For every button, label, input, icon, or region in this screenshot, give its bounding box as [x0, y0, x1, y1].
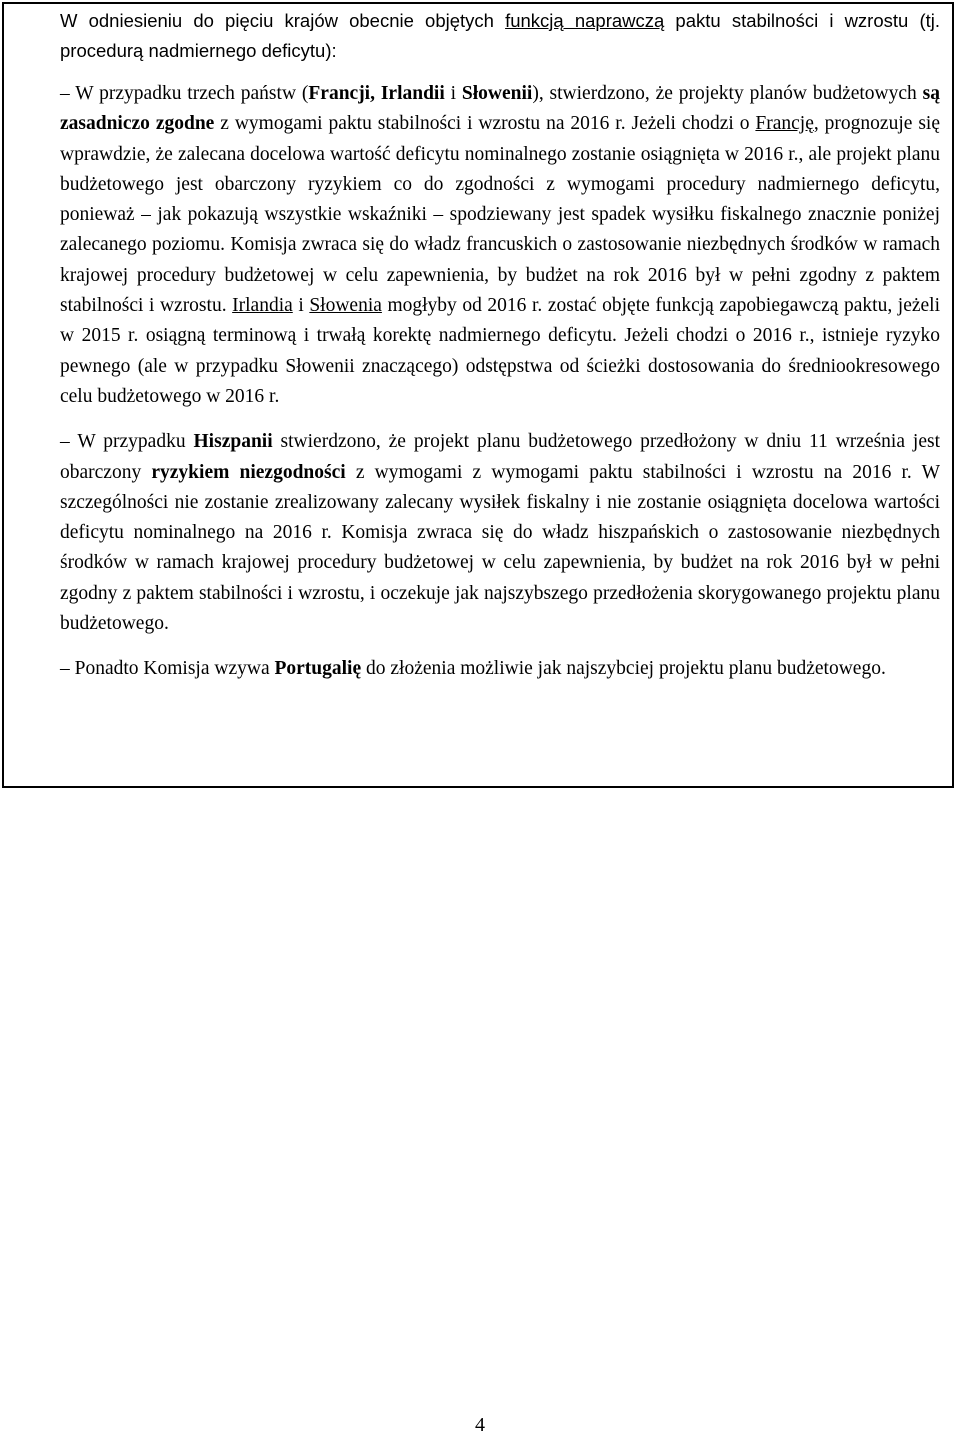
bold-term: są zasadniczo zgodne — [60, 83, 940, 135]
paragraph-spain — [60, 427, 940, 639]
bold-term: Hiszpanii — [193, 431, 273, 453]
underlined-term: funkcją naprawczą — [505, 10, 665, 31]
underlined-term: Francję — [755, 113, 814, 135]
bold-term: Słowenii — [461, 83, 533, 104]
paragraph-france-ireland-slovenia — [60, 79, 940, 412]
underlined-term: Irlandia — [232, 295, 293, 317]
intro-heading — [60, 6, 940, 66]
text-run: , prognozuje się wprawdzie, że zalecana docelowa wartość deficytu nominalnego zostanie osiągnięta w 2016 r., ale projekt planu budżetowego jest obarczony ryzykiem co do zgodności z wymogami procedury nadmiernego deficytu, ponieważ – jak pokazują wszystkie wskaźniki – spodziewany jest spadek wysiłku fiskalnego znacznie poniżej zalecanego poziomu. Komisja zwraca się do władz francuskich o zastosowanie niezbędnych środków w ramach krajowej procedury budżetowej w celu zapewnienia, by budżet na rok 2016 był w pełni zgodny z paktem stabilności i wzrostu. — [60, 113, 940, 317]
bold-term: Portugalię — [274, 658, 362, 680]
text-run: ), stwierdzono, że projekty planów budżetowych — [532, 83, 923, 104]
text-run: – W przypadku — [60, 431, 194, 453]
text-run: – W przypadku trzech państw ( — [60, 83, 309, 104]
text-run: z wymogami paktu stabilności i wzrostu na 2016 r. Jeżeli chodzi o — [214, 113, 756, 135]
underlined-term: Słowenia — [309, 295, 382, 317]
page-number: 4 — [475, 1414, 485, 1436]
text-run: stwierdzono, że projekt planu budżetowego przedłożony w dniu 11 września jest obarczony — [60, 431, 941, 483]
bordered-text-box — [2, 2, 954, 788]
paragraph-portugal — [60, 654, 940, 684]
text-run: mogłyby od 2016 r. zostać objęte funkcją zapobiegawczą paktu, jeżeli w 2015 r. osiągną terminową i trwałą korektę nadmiernego deficytu. Jeżeli chodzi o 2016 r., istnieje ryzyko pewnego (ale w przypadku Słowenii znaczącego) odstępstwa od ścieżki dostosowania do średniookresowego celu budżetowego w 2016 r. — [60, 295, 940, 407]
text-run: – Ponadto Komisja wzywa — [60, 658, 275, 680]
text-run: do złożenia możliwie jak najszybciej projektu planu budżetowego. — [361, 658, 886, 680]
text-run: W odniesieniu do pięciu krajów obecnie objętych — [60, 10, 506, 31]
text-run: i — [292, 295, 310, 317]
bold-term: Francji, Irlandii — [308, 83, 445, 104]
bold-term: ryzykiem niezgodności — [151, 461, 346, 483]
text-run: i — [444, 83, 462, 104]
text-run: z wymogami z wymogami paktu stabilności i wzrostu na 2016 r. W szczególności nie zostanie zrealizowany zalecany wysiłek fiskalny i nie zostanie osiągnięta docelowa wartości deficytu nominalnego na 2016 r. Komisja zwraca się do władz hiszpańskich o zastosowanie niezbędnych środków w ramach krajowej procedury budżetowej w celu zapewnienia, by budżet na rok 2016 był w pełni zgodny z paktem stabilności i wzrostu, i oczekuje jak najszybszego przedłożenia skorygowanego projektu planu budżetowego. — [60, 461, 940, 635]
text-run: paktu stabilności i wzrostu (tj. procedurą nadmiernego deficytu): — [60, 10, 940, 61]
